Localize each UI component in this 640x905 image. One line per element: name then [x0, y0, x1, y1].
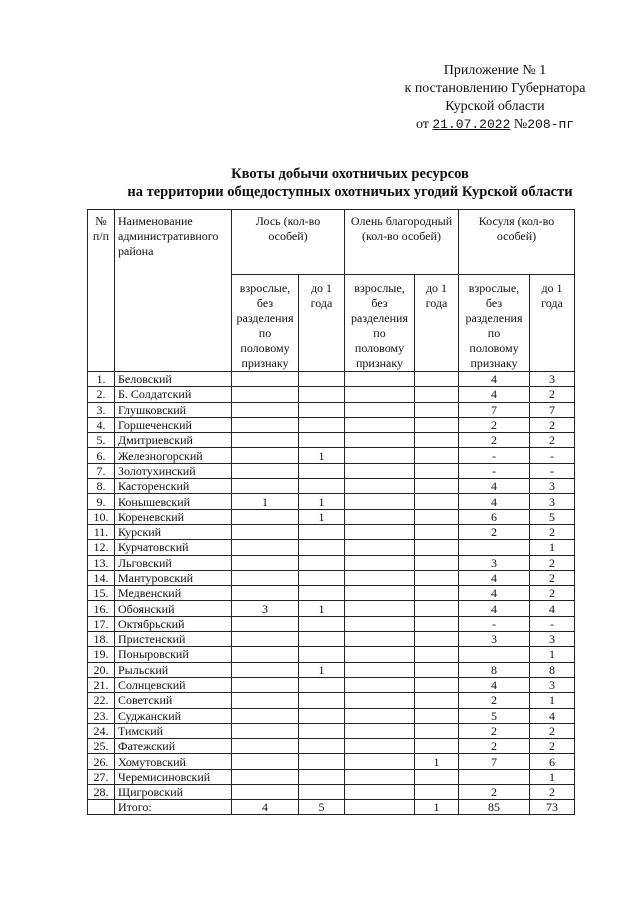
row-deer-adult — [345, 372, 415, 387]
table-row — [88, 647, 575, 662]
row-roe-adult — [459, 647, 530, 662]
row-elk-adult — [232, 616, 299, 631]
row-roe-young: 2 — [530, 417, 575, 432]
row-elk-adult — [232, 647, 299, 662]
row-number: 18. — [88, 632, 115, 647]
table-row — [88, 723, 575, 738]
row-roe-adult: 4 — [459, 494, 530, 509]
row-district: Медвенский — [115, 586, 232, 601]
row-deer-young — [415, 372, 459, 387]
row-deer-young: 1 — [415, 754, 459, 769]
row-roe-adult: 2 — [459, 785, 530, 800]
row-roe-young: 2 — [530, 785, 575, 800]
appendix-line-1: Приложение № 1 — [443, 63, 547, 78]
row-roe-adult: - — [459, 463, 530, 478]
row-elk-adult: 3 — [232, 601, 299, 616]
row-roe-adult: - — [459, 448, 530, 463]
row-district: Хомутовский — [115, 754, 232, 769]
row-elk-young: 1 — [299, 662, 345, 677]
row-number: 17. — [88, 616, 115, 631]
row-number: 19. — [88, 647, 115, 662]
document-title — [60, 165, 640, 201]
row-elk-young — [299, 647, 345, 662]
row-elk-adult — [232, 540, 299, 555]
row-deer-young — [415, 785, 459, 800]
row-deer-adult — [345, 479, 415, 494]
row-district: Глушковский — [115, 402, 232, 417]
row-deer-adult — [345, 769, 415, 784]
row-roe-young: 2 — [530, 387, 575, 402]
row-roe-young: 3 — [530, 632, 575, 647]
row-district: Льговский — [115, 555, 232, 570]
row-number: 22. — [88, 693, 115, 708]
row-roe-young: 3 — [530, 372, 575, 387]
row-deer-young — [415, 509, 459, 524]
row-deer-young — [415, 387, 459, 402]
row-district: Фатежский — [115, 739, 232, 754]
row-elk-adult — [232, 555, 299, 570]
row-number: 25. — [88, 739, 115, 754]
title-line-1: Квоты добычи охотничьих ресурсов — [231, 166, 469, 182]
header-roe-adult: взрослые, без разделения по половому признаку — [459, 275, 530, 372]
header-roe-young: до 1 года — [530, 275, 575, 372]
row-elk-adult — [232, 769, 299, 784]
row-roe-young: 2 — [530, 723, 575, 738]
row-deer-adult — [345, 570, 415, 585]
row-deer-adult — [345, 540, 415, 555]
row-deer-young — [415, 417, 459, 432]
row-deer-young — [415, 693, 459, 708]
table-row — [88, 785, 575, 800]
total-label: Итого: — [115, 800, 232, 815]
row-deer-adult — [345, 754, 415, 769]
row-elk-adult — [232, 524, 299, 539]
row-roe-young: 4 — [530, 601, 575, 616]
row-roe-adult: 7 — [459, 402, 530, 417]
row-roe-young: - — [530, 616, 575, 631]
total-roe-young: 73 — [530, 800, 575, 815]
row-elk-adult — [232, 632, 299, 647]
row-deer-adult — [345, 586, 415, 601]
row-number: 20. — [88, 662, 115, 677]
table-row — [88, 555, 575, 570]
row-roe-young: - — [530, 448, 575, 463]
row-roe-adult: 7 — [459, 754, 530, 769]
table-row — [88, 509, 575, 524]
row-elk-adult — [232, 662, 299, 677]
row-deer-adult — [345, 723, 415, 738]
row-elk-young — [299, 402, 345, 417]
appendix-date-line — [370, 116, 620, 134]
table-row — [88, 754, 575, 769]
row-elk-adult — [232, 479, 299, 494]
row-deer-young — [415, 463, 459, 478]
row-number: 23. — [88, 708, 115, 723]
row-roe-young: 1 — [530, 540, 575, 555]
row-elk-adult — [232, 586, 299, 601]
row-roe-adult: 6 — [459, 509, 530, 524]
row-roe-young: 5 — [530, 509, 575, 524]
row-district: Советский — [115, 693, 232, 708]
row-elk-young — [299, 479, 345, 494]
row-deer-young — [415, 524, 459, 539]
row-elk-adult — [232, 433, 299, 448]
table-row — [88, 739, 575, 754]
table-row — [88, 479, 575, 494]
row-roe-young: 3 — [530, 479, 575, 494]
header-deer-adult: взрослые, без разделения по половому признаку — [345, 275, 415, 372]
row-elk-young — [299, 372, 345, 387]
row-deer-young — [415, 723, 459, 738]
row-elk-young — [299, 693, 345, 708]
row-elk-adult — [232, 402, 299, 417]
decree-date: 21.07.2022 — [432, 117, 511, 132]
row-roe-adult: 2 — [459, 417, 530, 432]
table-row — [88, 632, 575, 647]
row-roe-young: 3 — [530, 494, 575, 509]
header-elk: Лось (кол-во особей) — [232, 210, 345, 275]
row-elk-adult — [232, 677, 299, 692]
row-elk-young — [299, 570, 345, 585]
row-roe-adult: 2 — [459, 524, 530, 539]
row-number: 24. — [88, 723, 115, 738]
row-deer-young — [415, 647, 459, 662]
row-elk-adult — [232, 708, 299, 723]
row-elk-young — [299, 754, 345, 769]
header-district: Наименование административного района — [115, 210, 232, 372]
row-district: Горшеченский — [115, 417, 232, 432]
row-number: 26. — [88, 754, 115, 769]
row-district: Кореневский — [115, 509, 232, 524]
date-prefix: от — [415, 117, 429, 132]
row-elk-young — [299, 540, 345, 555]
row-deer-young — [415, 570, 459, 585]
row-elk-young: 1 — [299, 448, 345, 463]
row-deer-adult — [345, 785, 415, 800]
header-elk-adult: взрослые, без разделения по половому признаку — [232, 275, 299, 372]
row-district: Курский — [115, 524, 232, 539]
total-elk-adult: 4 — [232, 800, 299, 815]
row-roe-young: 2 — [530, 739, 575, 754]
row-deer-adult — [345, 677, 415, 692]
row-district: Черемисиновский — [115, 769, 232, 784]
row-number: 3. — [88, 402, 115, 417]
header-deer-young: до 1 года — [415, 275, 459, 372]
quota-table — [87, 209, 575, 815]
row-roe-adult: 5 — [459, 708, 530, 723]
row-deer-adult — [345, 402, 415, 417]
row-elk-young — [299, 723, 345, 738]
row-roe-young: 2 — [530, 570, 575, 585]
table-row — [88, 677, 575, 692]
row-elk-young: 1 — [299, 509, 345, 524]
row-elk-young — [299, 739, 345, 754]
row-deer-young — [415, 616, 459, 631]
row-elk-young: 1 — [299, 494, 345, 509]
row-roe-adult: 4 — [459, 387, 530, 402]
row-number: 7. — [88, 463, 115, 478]
row-deer-young — [415, 448, 459, 463]
row-elk-young — [299, 387, 345, 402]
row-number: 5. — [88, 433, 115, 448]
row-deer-young — [415, 632, 459, 647]
row-roe-young: 2 — [530, 524, 575, 539]
row-elk-adult — [232, 785, 299, 800]
row-roe-adult: 2 — [459, 693, 530, 708]
row-number: 12. — [88, 540, 115, 555]
row-roe-young: 2 — [530, 555, 575, 570]
row-roe-adult: 3 — [459, 555, 530, 570]
row-deer-adult — [345, 463, 415, 478]
total-elk-young: 5 — [299, 800, 345, 815]
row-roe-adult: 2 — [459, 739, 530, 754]
row-roe-adult: 4 — [459, 570, 530, 585]
row-elk-adult — [232, 739, 299, 754]
table-row — [88, 601, 575, 616]
row-district: Дмитриевский — [115, 433, 232, 448]
row-deer-adult — [345, 739, 415, 754]
row-elk-young — [299, 632, 345, 647]
row-elk-adult — [232, 387, 299, 402]
row-elk-adult — [232, 509, 299, 524]
appendix-line-2: к постановлению Губернатора — [404, 81, 586, 96]
row-number: 21. — [88, 677, 115, 692]
row-number: 2. — [88, 387, 115, 402]
row-district: Рыльский — [115, 662, 232, 677]
row-elk-adult — [232, 448, 299, 463]
row-deer-adult — [345, 417, 415, 432]
row-deer-young — [415, 769, 459, 784]
row-deer-young — [415, 402, 459, 417]
decree-number: 208-пг — [527, 117, 575, 132]
row-deer-young — [415, 677, 459, 692]
row-number: 10. — [88, 509, 115, 524]
row-number: 28. — [88, 785, 115, 800]
table-row — [88, 708, 575, 723]
row-district: Тимский — [115, 723, 232, 738]
title-line-2: на территории общедоступных охотничьих угодий Курской области — [127, 184, 573, 200]
row-district: Б. Солдатский — [115, 387, 232, 402]
row-deer-adult — [345, 448, 415, 463]
row-number: 8. — [88, 479, 115, 494]
table-row — [88, 372, 575, 387]
row-deer-young — [415, 739, 459, 754]
row-elk-young — [299, 555, 345, 570]
row-deer-young — [415, 555, 459, 570]
row-deer-young — [415, 708, 459, 723]
row-elk-young — [299, 586, 345, 601]
row-district: Золотухинский — [115, 463, 232, 478]
header-elk-young: до 1 года — [299, 275, 345, 372]
row-roe-adult: - — [459, 616, 530, 631]
row-deer-young — [415, 540, 459, 555]
row-elk-adult — [232, 570, 299, 585]
appendix-line-3: Курской области — [445, 99, 545, 114]
header-red-deer: Олень благородный (кол-во особей) — [345, 210, 459, 275]
row-roe-young: 7 — [530, 402, 575, 417]
row-elk-adult — [232, 754, 299, 769]
total-deer-young: 1 — [415, 800, 459, 815]
row-deer-adult — [345, 647, 415, 662]
row-number: 27. — [88, 769, 115, 784]
row-deer-young — [415, 662, 459, 677]
table-row — [88, 387, 575, 402]
row-roe-young: 2 — [530, 586, 575, 601]
row-roe-young: - — [530, 463, 575, 478]
row-roe-adult: 2 — [459, 433, 530, 448]
table-row — [88, 448, 575, 463]
table-row — [88, 524, 575, 539]
row-roe-adult — [459, 540, 530, 555]
row-deer-young — [415, 494, 459, 509]
row-roe-young: 1 — [530, 693, 575, 708]
row-district: Обоянский — [115, 601, 232, 616]
number-prefix: № — [513, 117, 528, 132]
row-roe-young: 3 — [530, 677, 575, 692]
row-elk-young — [299, 677, 345, 692]
row-deer-adult — [345, 387, 415, 402]
total-row — [88, 800, 575, 815]
header-roe-deer: Косуля (кол-во особей) — [459, 210, 575, 275]
row-deer-adult — [345, 433, 415, 448]
row-district: Беловский — [115, 372, 232, 387]
row-deer-adult — [345, 662, 415, 677]
appendix-header — [370, 62, 620, 134]
row-deer-adult — [345, 708, 415, 723]
row-roe-adult: 4 — [459, 372, 530, 387]
table-row — [88, 586, 575, 601]
row-elk-young: 1 — [299, 601, 345, 616]
row-number: 6. — [88, 448, 115, 463]
row-deer-adult — [345, 509, 415, 524]
row-deer-young — [415, 586, 459, 601]
table-row — [88, 540, 575, 555]
row-roe-young: 6 — [530, 754, 575, 769]
row-elk-young — [299, 769, 345, 784]
row-district: Поныровский — [115, 647, 232, 662]
row-district: Суджанский — [115, 708, 232, 723]
row-roe-young: 1 — [530, 769, 575, 784]
row-elk-adult — [232, 723, 299, 738]
row-district: Мантуровский — [115, 570, 232, 585]
row-elk-young — [299, 616, 345, 631]
table-row — [88, 662, 575, 677]
row-elk-adult — [232, 693, 299, 708]
row-deer-adult — [345, 524, 415, 539]
row-number: 15. — [88, 586, 115, 601]
row-number: 4. — [88, 417, 115, 432]
row-district: Солнцевский — [115, 677, 232, 692]
row-roe-adult — [459, 769, 530, 784]
row-roe-adult: 4 — [459, 586, 530, 601]
row-number: 13. — [88, 555, 115, 570]
row-roe-adult: 8 — [459, 662, 530, 677]
row-number: 11. — [88, 524, 115, 539]
row-elk-adult: 1 — [232, 494, 299, 509]
total-blank — [88, 800, 115, 815]
row-deer-adult — [345, 616, 415, 631]
row-deer-young — [415, 601, 459, 616]
row-deer-adult — [345, 693, 415, 708]
row-district: Октябрьский — [115, 616, 232, 631]
row-elk-young — [299, 708, 345, 723]
row-roe-young: 8 — [530, 662, 575, 677]
table-row — [88, 417, 575, 432]
table-row — [88, 570, 575, 585]
row-deer-young — [415, 479, 459, 494]
row-district: Курчатовский — [115, 540, 232, 555]
row-elk-adult — [232, 463, 299, 478]
row-roe-adult: 2 — [459, 723, 530, 738]
total-roe-adult: 85 — [459, 800, 530, 815]
row-deer-adult — [345, 601, 415, 616]
row-roe-young: 2 — [530, 433, 575, 448]
row-elk-young — [299, 463, 345, 478]
table-row — [88, 433, 575, 448]
header-number: № п/п — [88, 210, 115, 372]
table-row — [88, 463, 575, 478]
row-number: 9. — [88, 494, 115, 509]
row-roe-adult: 3 — [459, 632, 530, 647]
row-district: Пристенский — [115, 632, 232, 647]
row-district: Щигровский — [115, 785, 232, 800]
row-district: Конышевский — [115, 494, 232, 509]
row-elk-adult — [232, 417, 299, 432]
row-number: 16. — [88, 601, 115, 616]
row-deer-adult — [345, 494, 415, 509]
row-roe-young: 1 — [530, 647, 575, 662]
row-deer-young — [415, 433, 459, 448]
row-roe-adult: 4 — [459, 677, 530, 692]
row-roe-adult: 4 — [459, 479, 530, 494]
table-body — [88, 372, 575, 815]
row-roe-adult: 4 — [459, 601, 530, 616]
row-deer-adult — [345, 555, 415, 570]
row-elk-young — [299, 433, 345, 448]
table-row — [88, 769, 575, 784]
row-district: Касторенский — [115, 479, 232, 494]
table-row — [88, 693, 575, 708]
row-elk-young — [299, 417, 345, 432]
row-number: 14. — [88, 570, 115, 585]
row-elk-young — [299, 785, 345, 800]
row-roe-young: 4 — [530, 708, 575, 723]
table-row — [88, 494, 575, 509]
table-row — [88, 616, 575, 631]
row-number: 1. — [88, 372, 115, 387]
row-elk-young — [299, 524, 345, 539]
row-deer-adult — [345, 632, 415, 647]
row-district: Железногорский — [115, 448, 232, 463]
row-elk-adult — [232, 372, 299, 387]
table-row — [88, 402, 575, 417]
total-deer-adult — [345, 800, 415, 815]
